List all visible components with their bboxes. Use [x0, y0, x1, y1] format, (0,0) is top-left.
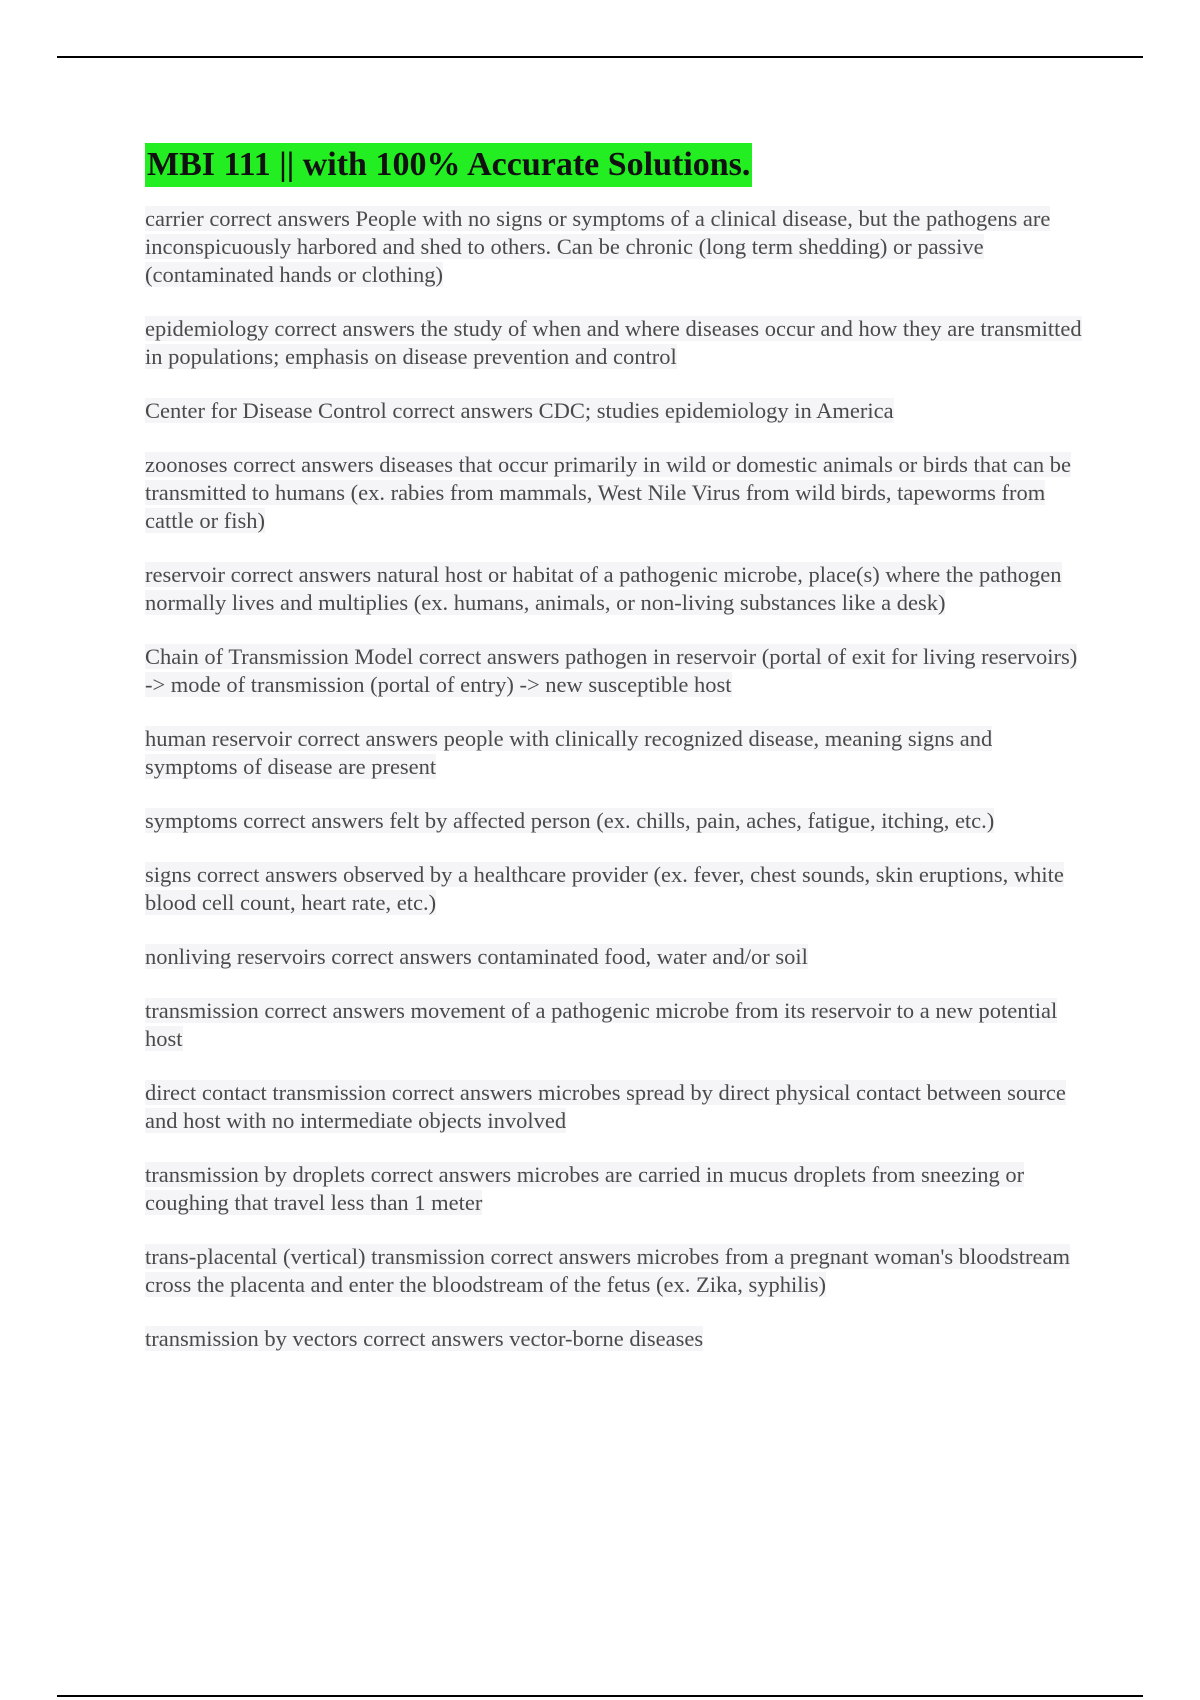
document-body: [145, 143, 1090, 1379]
qa-entry: [145, 1243, 1090, 1299]
qa-entry: [145, 997, 1090, 1053]
bottom-rule: [57, 1695, 1143, 1697]
qa-entry-text: symptoms correct answers felt by affected person (ex. chills, pain, aches, fatigue, itching, etc.): [145, 808, 995, 833]
qa-entry-text: Chain of Transmission Model correct answers pathogen in reservoir (portal of exit for living reservoirs) -> mode of transmission (portal of entry) -> new susceptible host: [145, 644, 1078, 697]
qa-entry: [145, 561, 1090, 617]
qa-entry-text: transmission by droplets correct answers microbes are carried in mucus droplets from sneezing or coughing that travel less than 1 meter: [145, 1162, 1025, 1215]
qa-entry-text: zoonoses correct answers diseases that occur primarily in wild or domestic animals or birds that can be transmitted to humans (ex. rabies from mammals, West Nile Virus from wild birds, tapeworms from cattle or fish): [145, 452, 1071, 533]
qa-entry-text: transmission by vectors correct answers vector-borne diseases: [145, 1326, 704, 1351]
qa-entry: [145, 1161, 1090, 1217]
qa-entry: [145, 807, 1090, 835]
qa-entry-text: human reservoir correct answers people with clinically recognized disease, meaning signs and symptoms of disease are present: [145, 726, 993, 779]
qa-entry-text: direct contact transmission correct answers microbes spread by direct physical contact between source and host with no intermediate objects involved: [145, 1080, 1066, 1133]
qa-entry-text: carrier correct answers People with no signs or symptoms of a clinical disease, but the pathogens are inconspicuously harbored and shed to others. Can be chronic (long term shedding) or passive (contaminated hands or clothing): [145, 206, 1051, 287]
qa-entry: [145, 943, 1090, 971]
qa-entry: [145, 861, 1090, 917]
qa-entry-text: reservoir correct answers natural host or habitat of a pathogenic microbe, place(s) where the pathogen normally lives and multiplies (ex. humans, animals, or non-living substances like a desk): [145, 562, 1062, 615]
qa-entry: [145, 725, 1090, 781]
top-rule: [57, 56, 1143, 58]
qa-entry: [145, 315, 1090, 371]
qa-entry: [145, 1079, 1090, 1135]
qa-entry-text: epidemiology correct answers the study of when and where diseases occur and how they are transmitted in populations; emphasis on disease prevention and control: [145, 316, 1082, 369]
qa-entry: [145, 451, 1090, 535]
qa-entry-text: transmission correct answers movement of a pathogenic microbe from its reservoir to a new potential host: [145, 998, 1058, 1051]
qa-entry-text: Center for Disease Control correct answers CDC; studies epidemiology in America: [145, 398, 894, 423]
qa-entry-text: nonliving reservoirs correct answers contaminated food, water and/or soil: [145, 944, 808, 969]
qa-entry-text: trans-placental (vertical) transmission correct answers microbes from a pregnant woman's bloodstream cross the placenta and enter the bloodstream of the fetus (ex. Zika, syphilis): [145, 1244, 1070, 1297]
document-title: MBI 111 || with 100% Accurate Solutions.: [145, 143, 752, 187]
qa-list: [145, 205, 1090, 1353]
qa-entry: [145, 1325, 1090, 1353]
qa-entry-text: signs correct answers observed by a healthcare provider (ex. fever, chest sounds, skin eruptions, white blood cell count, heart rate, etc.): [145, 862, 1064, 915]
qa-entry: [145, 397, 1090, 425]
qa-entry: [145, 643, 1090, 699]
qa-entry: [145, 205, 1090, 289]
